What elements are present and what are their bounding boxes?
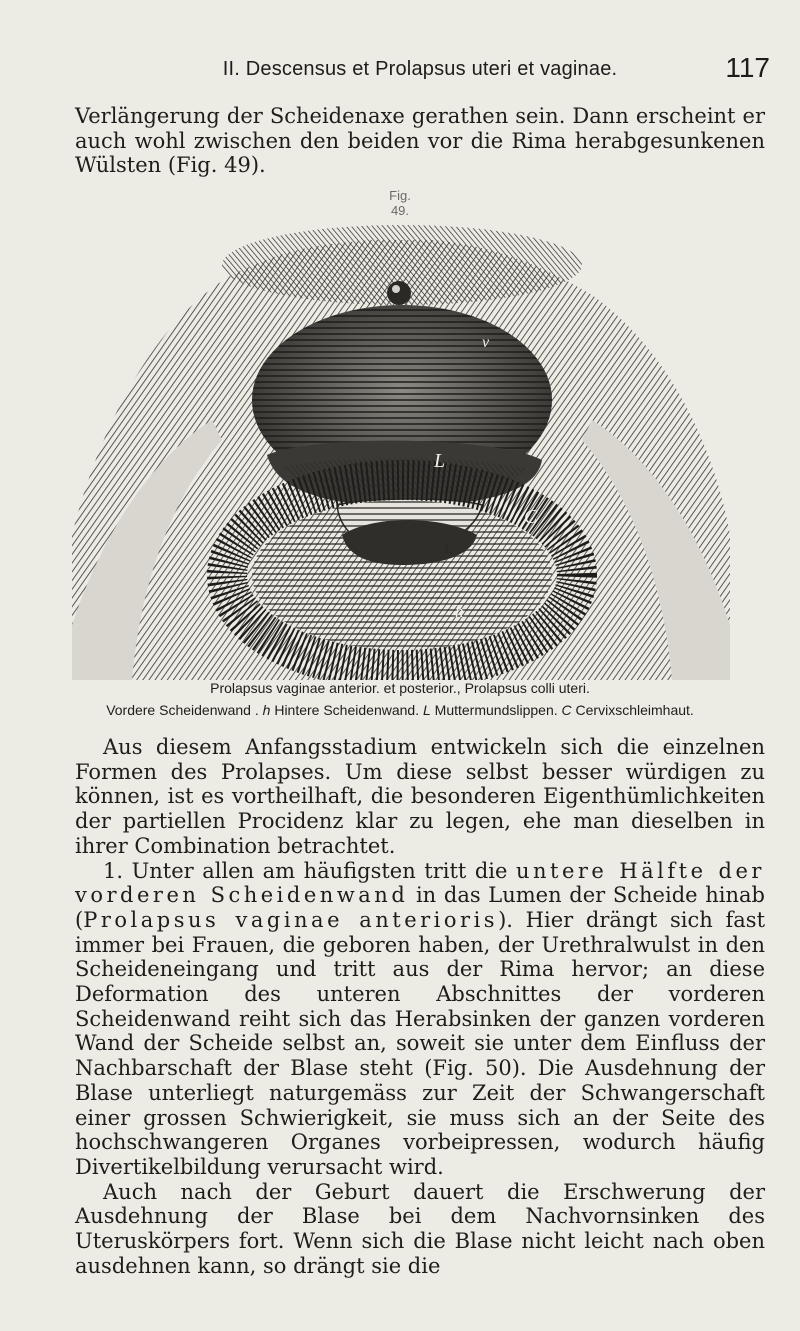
intro-paragraph-block bbox=[75, 104, 765, 178]
figure-label: Fig. 49. bbox=[389, 188, 411, 218]
label-l-upper: L bbox=[434, 450, 446, 472]
page-number: 117 bbox=[725, 52, 770, 83]
body-paragraph-2 bbox=[75, 859, 765, 1180]
label-c: C bbox=[524, 506, 538, 528]
clitoris bbox=[387, 281, 411, 305]
legend-item: Muttermundslippen. bbox=[434, 702, 558, 718]
clitoris-highlight bbox=[392, 285, 400, 293]
legend-item: Hintere Scheidenwand. bbox=[274, 702, 420, 718]
running-header bbox=[70, 52, 770, 92]
label-l-lower: L bbox=[444, 540, 453, 557]
legend-letter: L bbox=[422, 702, 431, 718]
paragraph-number: 1. bbox=[103, 858, 124, 883]
legend-item: Vordere Scheidenwand . bbox=[106, 702, 259, 718]
body-paragraph-3: Auch nach der Geburt dauert die Erschwerung der Ausdehnung der Blase bei dem Nachvornsinken des Uteruskörpers fort. Wenn sich die Blase nicht leicht nach oben ausdehnen kann, so drängt sie die bbox=[75, 1179, 765, 1278]
running-title: II. Descensus et Prolapsus uteri et vaginae. bbox=[222, 58, 618, 80]
legend-letter: C bbox=[561, 702, 572, 718]
legend-item: Cervixschleimhaut. bbox=[575, 702, 694, 718]
paragraph-text: Unter allen am häufigsten tritt die bbox=[131, 858, 508, 883]
paragraph-text: in das Lumen der Scheide hinab ( bbox=[75, 883, 765, 932]
body-paragraph-1: Aus diesem Anfangsstadium entwickeln sich die einzelnen Formen des Prolapses. Um diese selbst besser würdigen zu können, ist es vortheilhaft, die besonderen Eigenthümlichkeiten der partiellen Procidenz klar zu legen, ehe man dieselben in ihrer Combination betrachtet. bbox=[75, 735, 765, 858]
figure-caption-title: Prolapsus vaginae anterior. et posterior., Prolapsus colli uteri. bbox=[210, 680, 590, 696]
paragraph-text: ). Hier drängt sich fast immer bei Frauen, die geboren haben, der Urethralwulst in den Scheideneingang und tritt aus der Rima hervor; an diese Deformation des unteren Abschnittes der vorderen Scheidenwand reiht sich das Herabsinken der ganzen vorderen Wand der Scheide selbst an, soweit sie unter dem Einfluss der Nachbarschaft der Blase steht (Fig. 50). Die Ausdehnung der Blase unterliegt naturgemäss zur Zeit der Schwangerschaft einer grossen Schwierigkeit, sie muss sich an der Seite des hochschwangeren Organes vorbeipressen, wodurch häufig Divertikelbildung verursacht wird. bbox=[75, 907, 766, 1179]
figure-caption-legend bbox=[50, 702, 750, 718]
emphasis-spaced: Prolapsus vaginae anterioris bbox=[83, 907, 499, 932]
anatomical-illustration bbox=[72, 205, 730, 680]
emphasis-spaced: untere Hälfte der vorderen Scheidenwand bbox=[75, 858, 765, 908]
body-text bbox=[75, 735, 765, 1278]
intro-paragraph: Verlängerung der Scheidenaxe gerathen sein. Dann erscheint er auch wohl zwischen den beiden vor die Rima herabgesunkenen Wülsten (Fig. 49). bbox=[75, 104, 765, 178]
legend-letter: h bbox=[262, 702, 271, 718]
label-h: h bbox=[455, 602, 464, 621]
label-v: v bbox=[482, 334, 490, 351]
